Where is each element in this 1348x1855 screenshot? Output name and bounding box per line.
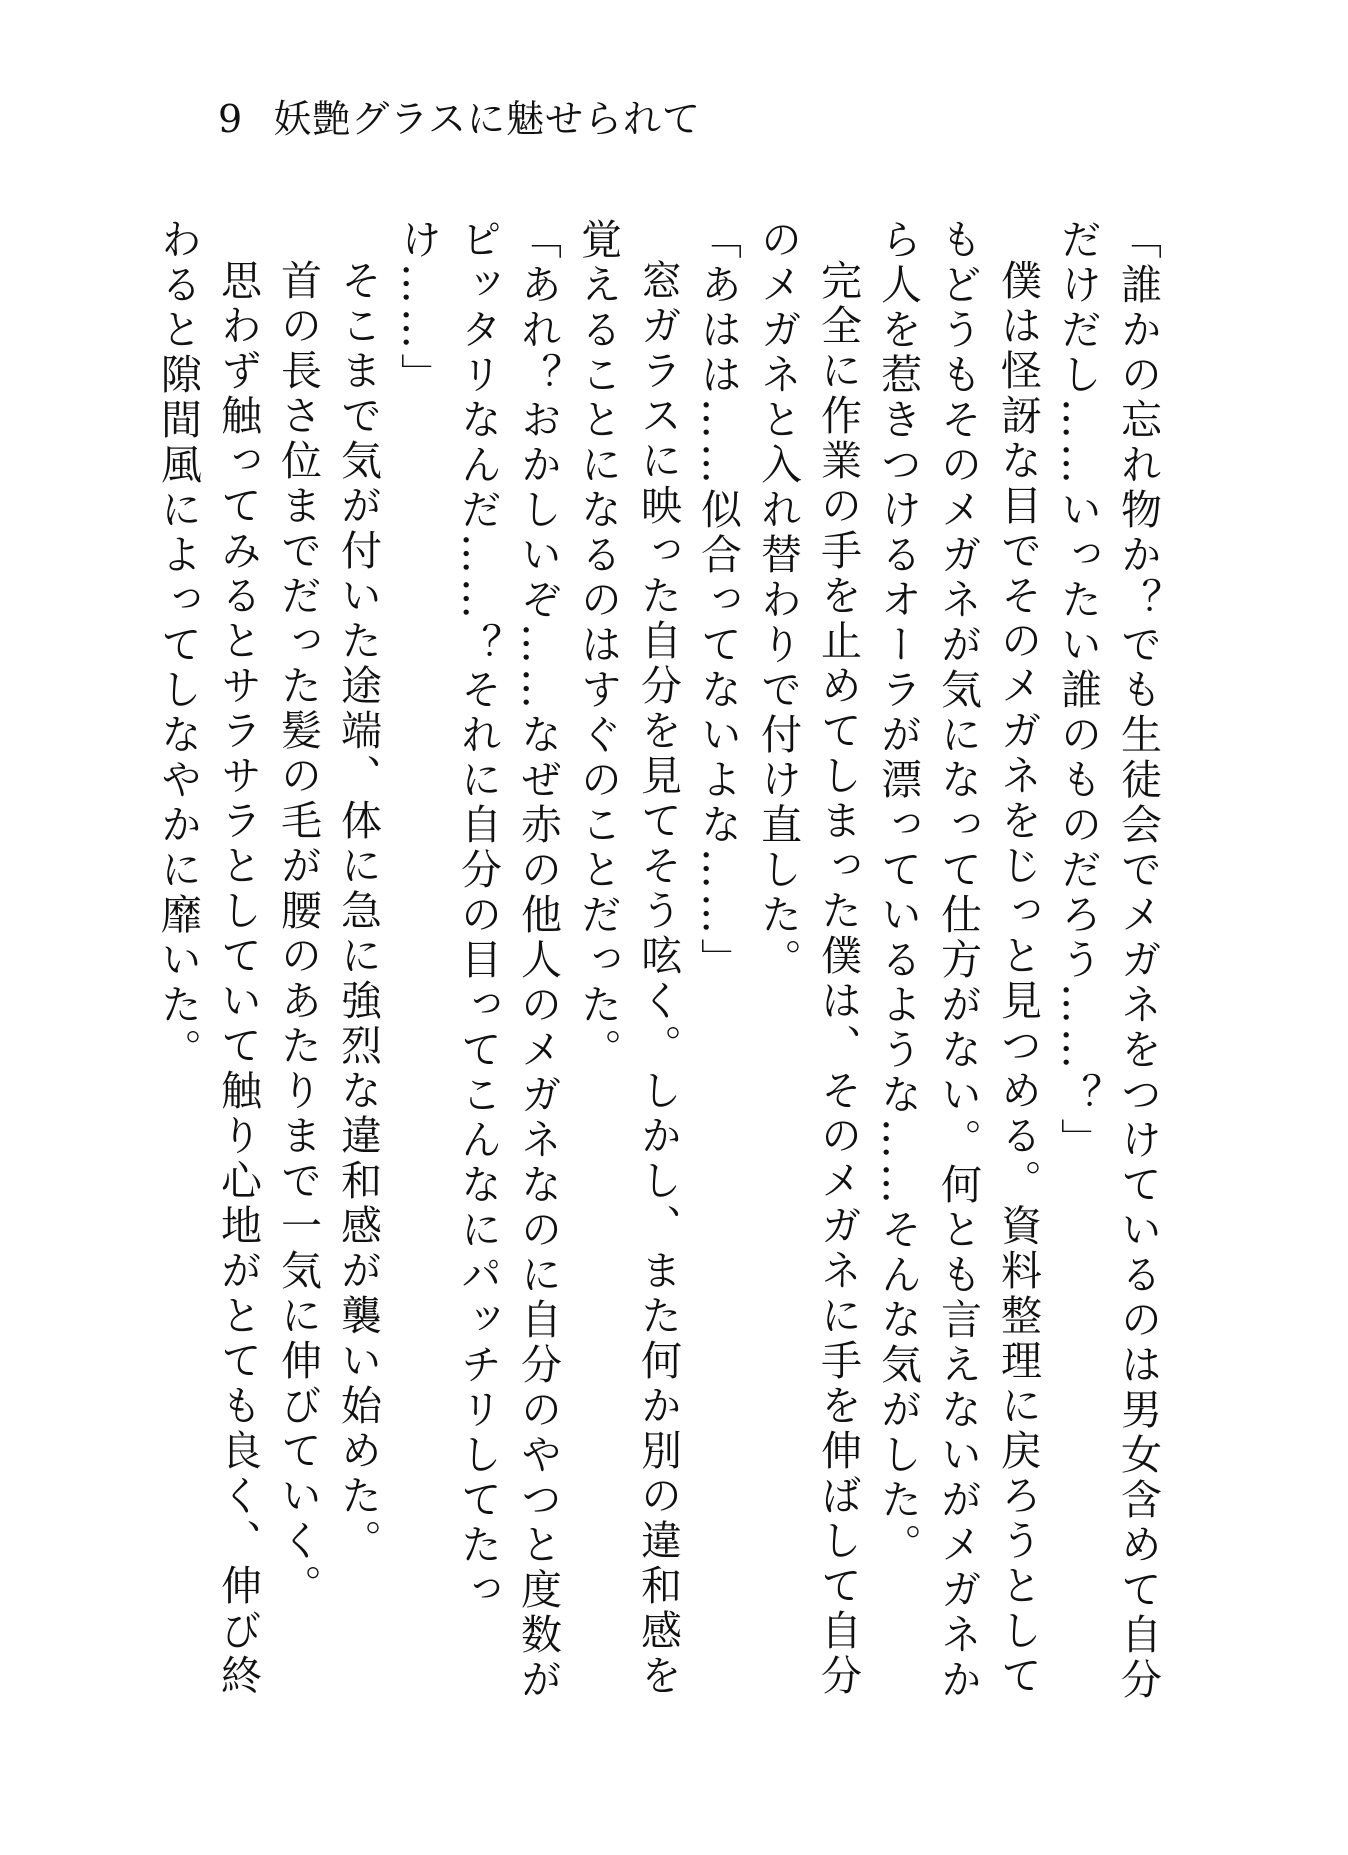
- vertical-body-text: [148, 218, 1168, 1738]
- chapter-title: 妖艶グラスに魅せられて: [273, 97, 702, 141]
- narration-paragraph: 首の長さ位までだった髪の毛が腰のあたりまで一気に伸びていく。: [274, 259, 322, 1609]
- chapter-header: [218, 97, 702, 141]
- dialogue-paragraph: 「あはは……似合ってないよな……」: [694, 218, 742, 983]
- narration-paragraph: 僕は怪訝な目でそのメガネをじっと見つめる。資料整理に戻ろうとしてもどうもそのメガネが気になって仕方がない。何とも言えないがメガネから人を惹きつけるオーラが漂っているような……そんな気がした。: [874, 218, 1042, 1703]
- chapter-number: 9: [218, 97, 244, 141]
- narration-paragraph: そこまで気が付いた途端、体に急に強烈な違和感が襲い始めた。: [334, 259, 382, 1564]
- dialogue-paragraph: 「誰かの忘れ物か？でも生徒会でメガネをつけているのは男女含めて自分だけだし……いったい誰のものだろう……？」: [1054, 218, 1162, 1703]
- narration-paragraph: 窓ガラスに映った自分を見てそう呟く。しかし、また何か別の違和感を覚えることになるのはすぐのことだった。: [574, 218, 682, 1699]
- dialogue-paragraph: 「あれ？おかしいぞ……なぜ赤の他人のメガネなのに自分のやつと度数がピッタリなんだ……？それに自分の目ってこんなにパッチリしてたっけ……」: [394, 218, 562, 1703]
- narration-paragraph: 完全に作業の手を止めてしまった僕は、そのメガネに手を伸ばして自分のメガネと入れ替わりで付け直した。: [754, 218, 862, 1699]
- narration-paragraph: 思わず触ってみるとサラサラとしていて触り心地がとても良く、伸び終わると隙間風によってしなやかに靡いた。: [154, 218, 262, 1699]
